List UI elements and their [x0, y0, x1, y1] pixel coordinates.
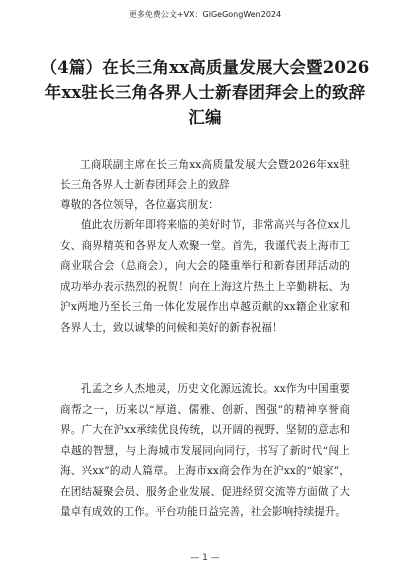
- greeting: 尊敬的各位领导，各位嘉宾朋友：: [60, 199, 219, 211]
- top-banner: 更多免费公文+VX：GlGeGongWen2024: [128, 10, 282, 19]
- paragraph-1: 值此农历新年即将来临的美好时节，非常高兴与各位xx儿女、商界精英和各界友人欢聚一堂。首先，我谨代表上海市工商业联合会（总商会），向大会的隆重举行和新春团拜活动的成功举办表示热烈的祝贺！向在上海这片热土上辛勤耕耘、为沪x两地乃至长三角一体化发展作出卓越贡献的xx籍企业家和各界人士，致以诚挚的问候和美好的新春祝福！: [60, 219, 350, 334]
- page-number: — 1 —: [190, 553, 220, 563]
- paragraph-2: 孔孟之乡人杰地灵，历史文化源远流长。xx作为中国重要商帮之一，历来以“厚道、儒雅、创新、图强”的精神享誉商界。广大在沪xx承续优良传统，以开阔的视野、坚韧的意志和卓越的智慧，与上海城市发展同向同行，书写了新时代“闯上海、兴xx”的动人篇章。上海市xx商会作为在沪xx的“娘家”，在团结凝聚会员、服务企业发展、促进经贸交流等方面做了大量卓有成效的工作。平台功能日益完善，社会影响持续提升。: [60, 383, 350, 518]
- document-title: （4篇）在长三角xx高质量发展大会暨2026年xx驻长三角各界人士新春团拜会上的致辞汇编: [40, 58, 370, 127]
- document-subtitle: 工商联副主席在长三角xx高质量发展大会暨2026年xx驻长三角各界人士新春团拜会上的致辞: [60, 159, 350, 191]
